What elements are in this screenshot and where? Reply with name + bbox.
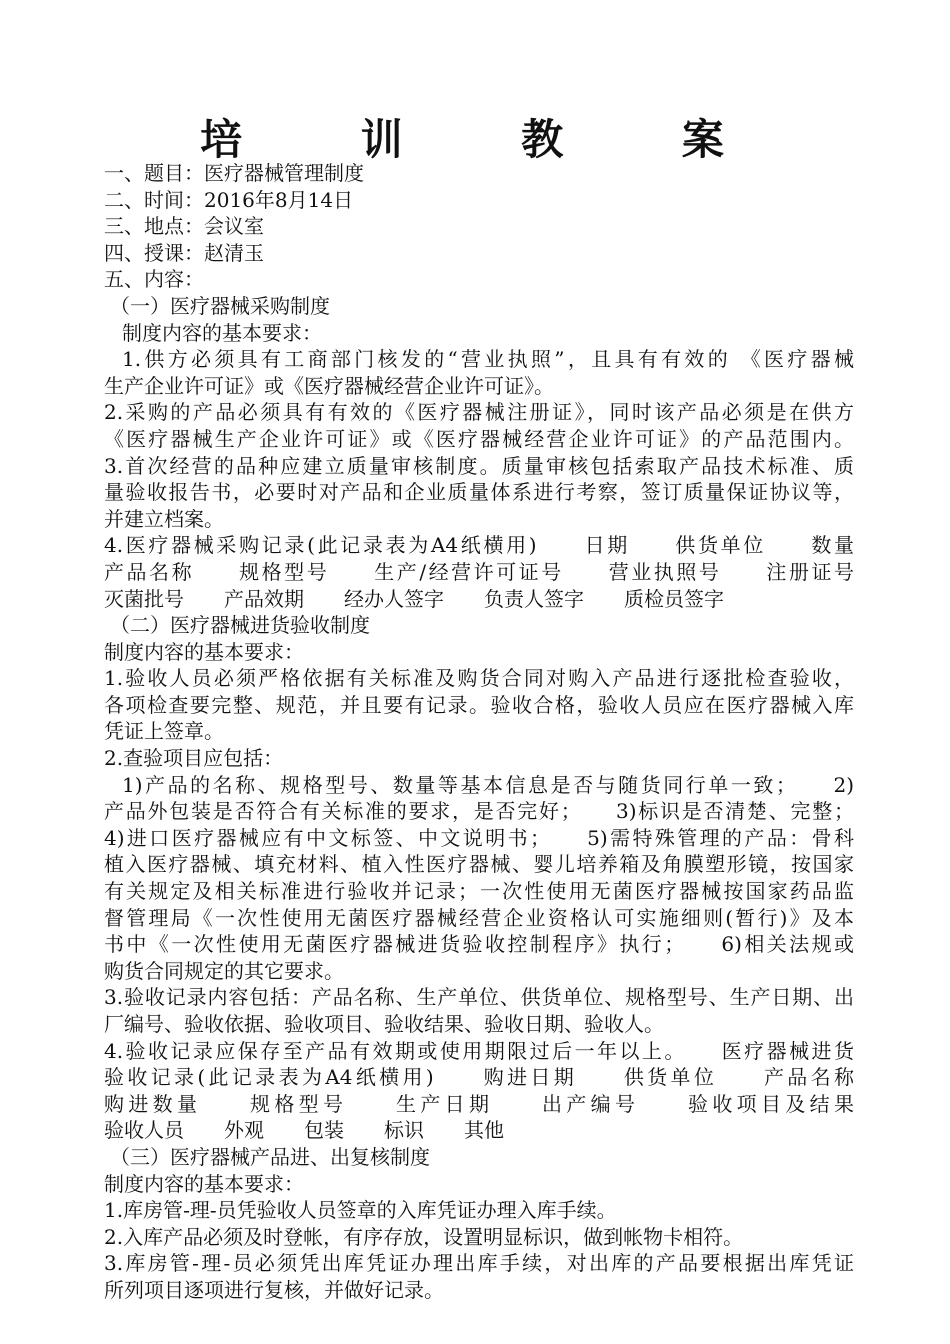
- text-line: 1.供方必须具有工商部门核发的“营业执照”，且具有有效的 《医疗器械: [122, 347, 854, 372]
- text-line: 厂编号、验收依据、验收项目、验收结果、验收日期、验收人。: [104, 1012, 664, 1036]
- text-line: 一、题目：医疗器械管理制度: [104, 161, 364, 185]
- text-line: 五、内容：: [104, 267, 204, 292]
- text-line: 制度内容的基本要求：: [104, 1171, 304, 1196]
- text-line: 3.首次经营的品种应建立质量审核制度。质量审核包括索取产品技术标准、质: [104, 453, 854, 478]
- text-line: 购货合同规定的其它要求。: [104, 958, 344, 983]
- text-line: 植入医疗器械、填充材料、植入性医疗器械、婴儿培养箱及角膜塑形镜，按国家: [104, 852, 854, 877]
- text-line: 3.库房管-理-员必须凭出库凭证办理出库手续，对出库的产品要根据出库凭证: [104, 1251, 854, 1276]
- text-line: 有关规定及相关标准进行验收并记录；一次性使用无菌医疗器械按国家药品监: [104, 879, 854, 904]
- text-line: 生产企业许可证》或《医疗器械经营企业许可证》。: [104, 373, 554, 398]
- text-line: 2.采购的产品必须具有有效的《医疗器械注册证》，同时该产品必须是在供方: [104, 400, 854, 425]
- text-line: 产品外包装是否符合有关标准的要求，是否完好； 3)标识是否清楚、完整；: [104, 799, 854, 824]
- text-line: 2.查验项目应包括：: [104, 746, 284, 771]
- text-line: 4.医疗器械采购记录(此记录表为A4纸横用) 日期 供货单位 数量: [104, 533, 854, 558]
- text-line: 购进数量 规格型号 生产日期 出产编号 验收项目及结果: [104, 1091, 854, 1116]
- text-line: 各项检查要完整、规范，并且要有记录。验收合格，验收人员应在医疗器械入库: [104, 692, 854, 717]
- text-line: 书中《一次性使用无菌医疗器械进货验收控制程序》执行； 6)相关法规或: [104, 932, 854, 957]
- text-line: 1.验收人员必须严格依据有关标准及购货合同对购入产品进行逐批检查验收，: [104, 666, 854, 691]
- text-line: 三、地点：会议室: [104, 214, 264, 239]
- text-line: 3.验收记录内容包括：产品名称、生产单位、供货单位、规格型号、生产日期、出: [104, 985, 854, 1010]
- text-line: 4.验收记录应保存至产品有效期或使用期限过后一年以上。 医疗器械进货: [104, 1038, 854, 1063]
- text-line: 2.入库产品必须及时登帐，有序存放，设置明显标识，做到帐物卡相符。: [104, 1224, 744, 1249]
- text-line: 灭菌批号 产品效期 经办人签字 负责人签字 质检员签字: [104, 586, 724, 611]
- text-line: 验收记录(此记录表为A4纸横用) 购进日期 供货单位 产品名称: [104, 1065, 854, 1090]
- text-line: 4)进口医疗器械应有中文标签、中文说明书； 5)需特殊管理的产品：骨科: [104, 825, 854, 850]
- text-line: （一）医疗器械采购制度: [110, 293, 330, 318]
- text-line: 所列项目逐项进行复核，并做好记录。: [104, 1277, 444, 1302]
- text-line: 制度内容的基本要求：: [104, 639, 304, 664]
- text-line: 《医疗器械生产企业许可证》或《医疗器械经营企业许可证》的产品范围内。: [104, 426, 854, 451]
- document-body: [104, 160, 854, 1304]
- text-line: 量验收报告书，必要时对产品和企业质量体系进行考察，签订质量保证协议等，: [104, 480, 854, 505]
- text-line: 产品名称 规格型号 生产/经营许可证号 营业执照号 注册证号: [104, 559, 854, 584]
- text-line: 督管理局《一次性使用无菌医疗器械经营企业资格认可实施细则(暂行)》及本: [104, 905, 854, 930]
- text-line: 验收人员 外观 包装 标识 其他: [104, 1118, 504, 1143]
- text-line: 并建立档案。: [104, 506, 224, 531]
- text-line: 四、授课：赵清玉: [104, 240, 264, 265]
- text-line: 1)产品的名称、规格型号、数量等基本信息是否与随货同行单一致； 2): [122, 772, 854, 797]
- text-line: 凭证上签章。: [104, 719, 224, 744]
- text-line: 制度内容的基本要求：: [122, 320, 322, 345]
- text-line: （三）医疗器械产品进、出复核制度: [110, 1144, 430, 1169]
- text-line: 1.库房管-理-员凭验收人员签章的入库凭证办理入库手续。: [104, 1198, 617, 1223]
- text-line: 二、时间：2016年8月14日: [104, 187, 354, 212]
- document-title: 培 训 教 案: [200, 115, 776, 164]
- text-line: （二）医疗器械进货验收制度: [110, 613, 370, 638]
